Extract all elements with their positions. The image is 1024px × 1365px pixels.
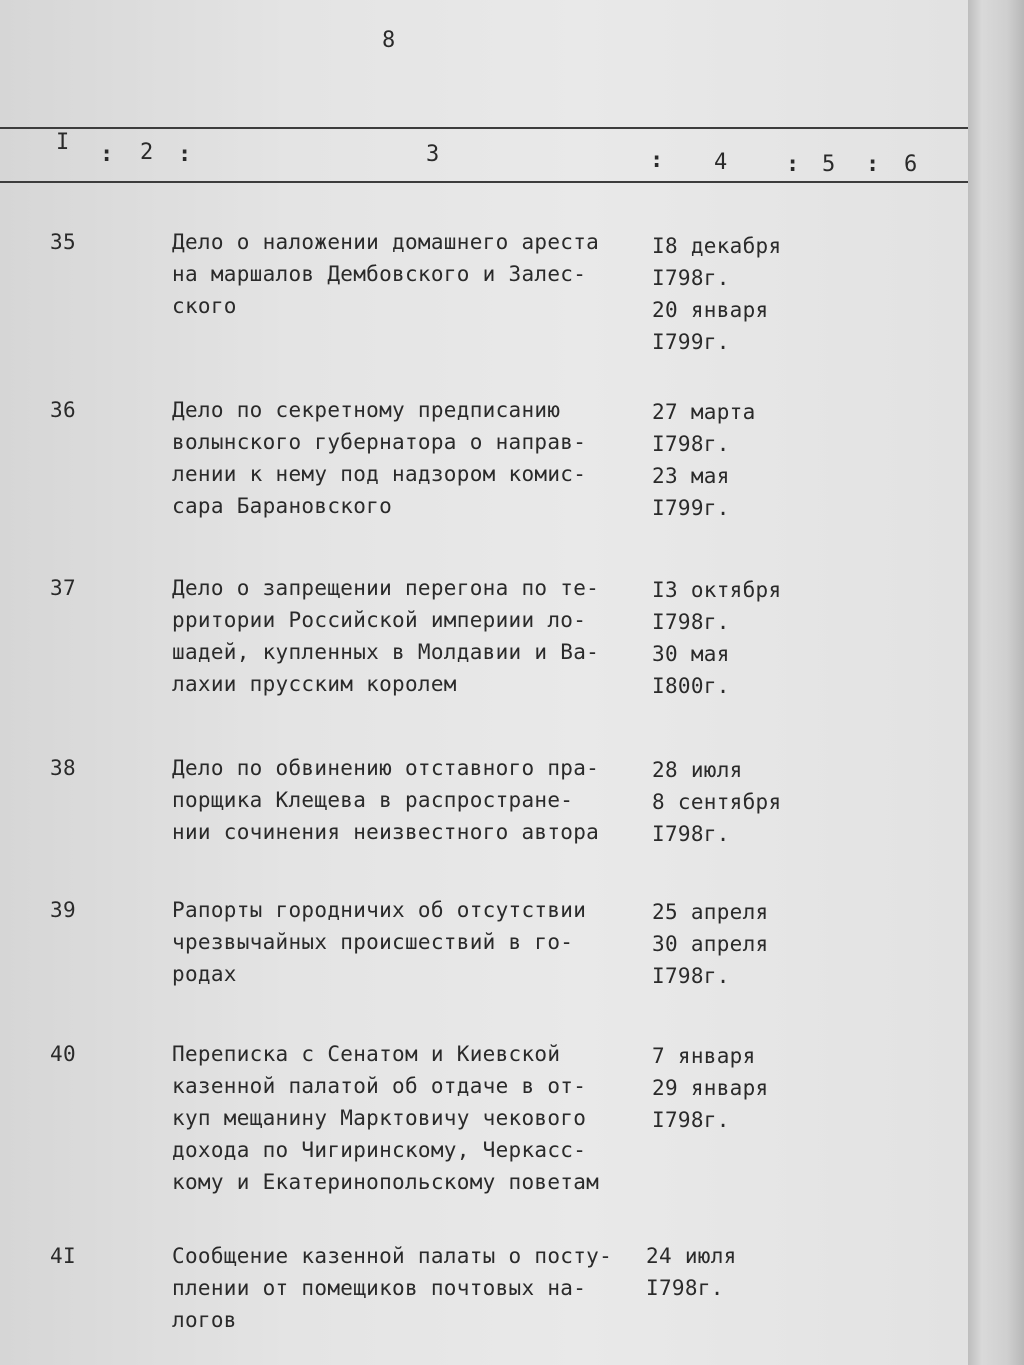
entry-description	[172, 572, 642, 700]
date-line: I798г.	[652, 1108, 730, 1132]
description-line: Сообщение казенной палаты о посту-	[172, 1244, 613, 1268]
column-header-5: 5	[822, 152, 836, 177]
column-separator: :	[178, 142, 192, 167]
header-bottom-rule	[0, 181, 968, 183]
description-line: лении к нему под надзором комис-	[172, 462, 587, 486]
column-separator: :	[100, 142, 114, 167]
column-separator: :	[650, 148, 664, 173]
description-line: кому и Екатеринопольскому поветам	[172, 1170, 600, 1194]
date-line: 25 апреля	[652, 900, 769, 924]
description-line: казенной палатой об отдаче в от-	[172, 1074, 587, 1098]
column-header-1: I	[56, 130, 70, 155]
date-line: I8 декабря	[652, 234, 782, 258]
entry-description	[172, 1038, 642, 1198]
description-line: чрезвычайных происшествий в го-	[172, 930, 574, 954]
date-line: I800г.	[652, 674, 730, 698]
date-line: I3 октября	[652, 578, 782, 602]
date-line: 30 апреля	[652, 932, 769, 956]
entry-description	[172, 752, 642, 848]
date-line: I798г.	[646, 1276, 724, 1300]
column-separator: :	[786, 152, 800, 177]
entry-dates	[652, 896, 822, 992]
column-separator: :	[866, 152, 880, 177]
header-top-rule	[0, 127, 968, 129]
entry-number: 35	[50, 230, 76, 254]
entry-description	[172, 226, 642, 322]
description-line: сара Барановского	[172, 494, 393, 518]
description-line: рритории Российской империии ло-	[172, 608, 587, 632]
entry-dates	[652, 230, 822, 358]
description-line: нии сочинения неизвестного автора	[172, 820, 600, 844]
page-edge	[968, 0, 1024, 1365]
description-line: лахии прусским королем	[172, 672, 457, 696]
entry-dates	[652, 574, 822, 702]
date-line: 27 марта	[652, 400, 756, 424]
entry-description	[172, 1240, 642, 1336]
date-line: I799г.	[652, 496, 730, 520]
description-line: на маршалов Дембовского и Залес-	[172, 262, 587, 286]
entry-number: 40	[50, 1042, 76, 1066]
date-line: 30 мая	[652, 642, 730, 666]
description-line: Дело о наложении домашнего ареста	[172, 230, 600, 254]
entry-number: 39	[50, 898, 76, 922]
date-line: 28 июля	[652, 758, 743, 782]
date-line: 8 сентября	[652, 790, 782, 814]
date-line: 20 января	[652, 298, 769, 322]
entry-description	[172, 894, 642, 990]
entry-dates	[652, 396, 822, 524]
date-line: I798г.	[652, 432, 730, 456]
entry-number: 4I	[50, 1244, 76, 1268]
entry-dates	[652, 1040, 822, 1136]
date-line: I798г.	[652, 964, 730, 988]
description-line: шадей, купленных в Молдавии и Ва-	[172, 640, 600, 664]
date-line: I799г.	[652, 330, 730, 354]
description-line: порщика Клещева в распростране-	[172, 788, 574, 812]
entry-dates	[646, 1240, 816, 1304]
entry-description	[172, 394, 642, 522]
description-line: родах	[172, 962, 237, 986]
column-header-2: 2	[140, 140, 154, 165]
description-line: ского	[172, 294, 237, 318]
description-line: Рапорты городничих об отсутствии	[172, 898, 587, 922]
entry-number: 37	[50, 576, 76, 600]
date-line: I798г.	[652, 266, 730, 290]
column-header-6: 6	[904, 152, 918, 177]
description-line: Дело по секретному предписанию	[172, 398, 561, 422]
entry-number: 38	[50, 756, 76, 780]
date-line: 24 июля	[646, 1244, 737, 1268]
entry-dates	[652, 754, 822, 850]
date-line: I798г.	[652, 610, 730, 634]
column-header-3: 3	[426, 142, 440, 167]
date-line: I798г.	[652, 822, 730, 846]
description-line: логов	[172, 1308, 237, 1332]
description-line: плении от помещиков почтовых на-	[172, 1276, 587, 1300]
date-line: 7 января	[652, 1044, 756, 1068]
entry-number: 36	[50, 398, 76, 422]
column-header-4: 4	[714, 150, 728, 175]
description-line: Переписка с Сенатом и Киевской	[172, 1042, 561, 1066]
description-line: Дело о запрещении перегона по те-	[172, 576, 600, 600]
description-line: дохода по Чигиринскому, Черкасс-	[172, 1138, 587, 1162]
description-line: Дело по обвинению отставного пра-	[172, 756, 600, 780]
page-number: 8	[382, 28, 396, 53]
description-line: волынского губернатора о направ-	[172, 430, 587, 454]
description-line: куп мещанину Марктовичу чекового	[172, 1106, 587, 1130]
date-line: 23 мая	[652, 464, 730, 488]
date-line: 29 января	[652, 1076, 769, 1100]
